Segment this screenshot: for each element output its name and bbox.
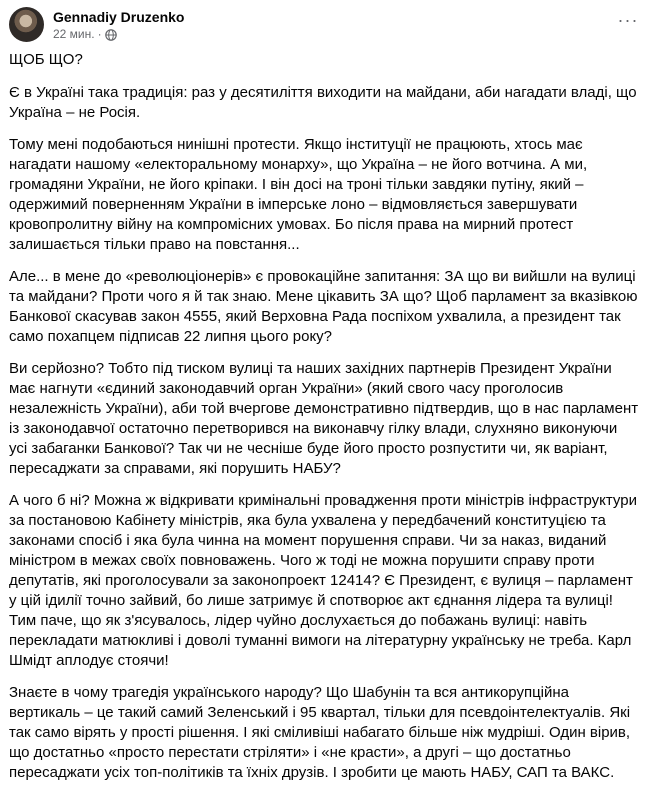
author-avatar[interactable]: [9, 7, 44, 42]
more-options-icon[interactable]: ···: [617, 10, 639, 30]
post-meta: [53, 27, 117, 42]
post-paragraph: А чого б ні? Можна ж відкривати кримінальні провадження проти міністрів інфраструктури за постановою Кабінету міністрів, яка була ухвалена у передбачений конституцією та законами спосіб і яка була чинна на момент порушення справи. Чи за наказ, виданий міністром в межах своїх повноважень. Чого ж тоді не можна порушити справу проти депутатів, які проголосували за законопроект 12414? Є Президент, є вулиця – парламент у цій ідилії точно зайвий, бо лише затримує й спотворює акт єднання лідера та вулиці! Тим паче, що як з'ясувалось, лідер чуйно дослухається до побажань вулиці: навіть перекладати матюкливі і доволі туманні вимоги на літературну українську не треба. Карл Шмідт аплодує стоячи!: [9, 492, 637, 669]
post-paragraph: ЩОБ ЩО?: [9, 51, 83, 68]
post-timestamp[interactable]: 22 мин.: [53, 27, 95, 41]
post-paragraph: Є в Україні така традиція: раз у десятиліття виходити на майдани, аби нагадати владі, що Україна – не Росія.: [9, 84, 637, 121]
author-name[interactable]: Gennadiy Druzenko: [53, 9, 185, 25]
globe-icon[interactable]: [105, 29, 117, 41]
post-paragraph: Ви серйозно? Тобто під тиском вулиці та наших західних партнерів Президент України має нагнути «єдиний законодавчий орган України» (який свого часу проголосив незалежність України), аби той вчергове демонстративно підтвердив, що в нас парламент із законодавчої остаточно перетворився на виконавчу гілку влади, слухняно виконуючи усі забаганки Банкової? Так чи не чесніше буде його просто розпустити чи, як варіант, пересаджати за справами, які порушить НАБУ?: [9, 360, 639, 477]
post-body: [9, 50, 639, 795]
meta-separator: ·: [97, 27, 102, 41]
post-paragraph: Але... в мене до «революціонерів» є провокаційне запитання: ЗА що ви вийшли на вулиці та майдани? Проти чого я й так знаю. Мене цікавить ЗА що? Щоб парламент за вказівкою Банкової скасував закон 4555, який Верховна Рада поспіхом ухвалила, а президент так само похапцем підписав 22 липня цього року?: [9, 268, 638, 345]
post-paragraph: Тому мені подобаються нинішні протести. Якщо інституції не працюють, хтось має нагадати нашому «електоральному монарху», що Україна – не його вотчина. А ми, громадяни України, не його кріпаки. І він досі на троні тільки завдяки путіну, який – одержимий поверненням України в імперське лоно – відмовляється завершувати кровопролитну війну на компромісних умовах. Бо після права на мирний протест залишається тільки право на повстання...: [9, 136, 588, 253]
post-header: [0, 0, 646, 46]
post-paragraph: Знаєте в чому трагедія українського народу? Що Шабунін та вся антикорупційна вертикаль – це такий самий Зеленський і 95 квартал, тільки для псевдоінтелектуалів. Які так само вірять у прості рішення. І які сміливіші набагато більше ніж мудріші. Один вірив, що достатньо «просто перестати стріляти» і «не красти», а другі – що достатньо пересаджати усіх топ-політиків та їхніх друзів. І зробити це мають НАБУ, САП та ВАКС.: [9, 684, 631, 781]
